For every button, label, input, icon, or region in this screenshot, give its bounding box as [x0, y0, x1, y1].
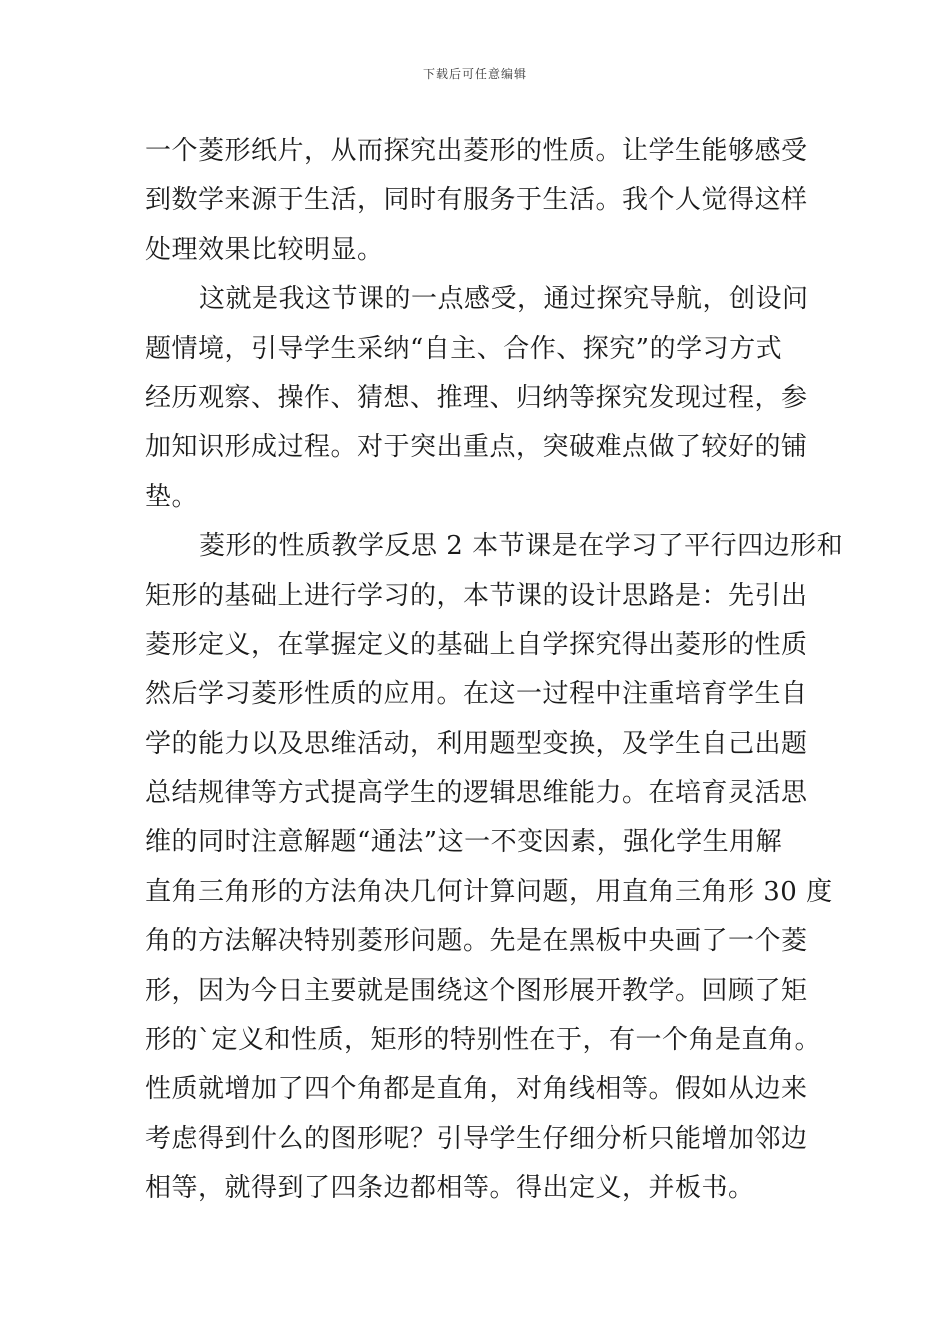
text-line: 题情境，引导学生采纳“自主、合作、探究”的学习方式 [145, 333, 783, 364]
text-line: 经历观察、操作、猜想、推理、归纳等探究发现过程，参 [145, 382, 808, 413]
text-line: 到数学来源于生活，同时有服务于生活。我个人觉得这样 [145, 185, 808, 216]
text-line: 考虑得到什么的图形呢？引导学生仔细分析只能增加邻边 [145, 1123, 808, 1154]
paragraph [145, 127, 807, 275]
text-line: 矩形的基础上进行学习的，本节课的设计思路是：先引出 [145, 580, 808, 611]
text-line: 然后学习菱形性质的应用。在这一过程中注重培育学生自 [145, 679, 808, 710]
paragraph [145, 275, 807, 522]
text-line: 相等，就得到了四条边都相等。得出定义，并板书。 [145, 1173, 755, 1204]
text-line: 维的同时注意解题“通法”这一不变因素，强化学生用解 [145, 827, 783, 858]
text-line: 菱形的性质教学反思 2 本节课是在学习了平行四边形和 [199, 531, 844, 562]
text-line: 性质就增加了四个角都是直角，对角线相等。假如从边来 [145, 1074, 808, 1105]
text-line: 这就是我这节课的一点感受，通过探究导航，创设问 [199, 284, 809, 315]
text-line: 加知识形成过程。对于突出重点，突破难点做了较好的铺 [145, 432, 808, 463]
document-body [145, 127, 844, 1214]
text-line: 直角三角形的方法角决几何计算问题，用直角三角形 30 度 [145, 876, 833, 907]
text-line: 形的`定义和性质，矩形的特别性在于，有一个角是直角。 [145, 1025, 822, 1056]
text-line: 总结规律等方式提高学生的逻辑思维能力。在培育灵活思 [145, 778, 808, 809]
text-line: 垫。 [145, 481, 199, 512]
text-line: 形，因为今日主要就是围绕这个图形展开教学。回顾了矩 [145, 975, 808, 1006]
paragraph [145, 522, 844, 1213]
text-line: 学的能力以及思维活动，利用题型变换，及学生自己出题 [145, 728, 808, 759]
text-line: 处理效果比较明显。 [145, 234, 384, 265]
page-header: 下载后可任意编辑 [422, 67, 527, 81]
text-line: 菱形定义，在掌握定义的基础上自学探究得出菱形的性质 [145, 629, 808, 660]
text-line: 一个菱形纸片，从而探究出菱形的性质。让学生能够感受 [145, 136, 808, 166]
text-line: 角的方法解决特别菱形问题。先是在黑板中央画了一个菱 [145, 926, 808, 957]
